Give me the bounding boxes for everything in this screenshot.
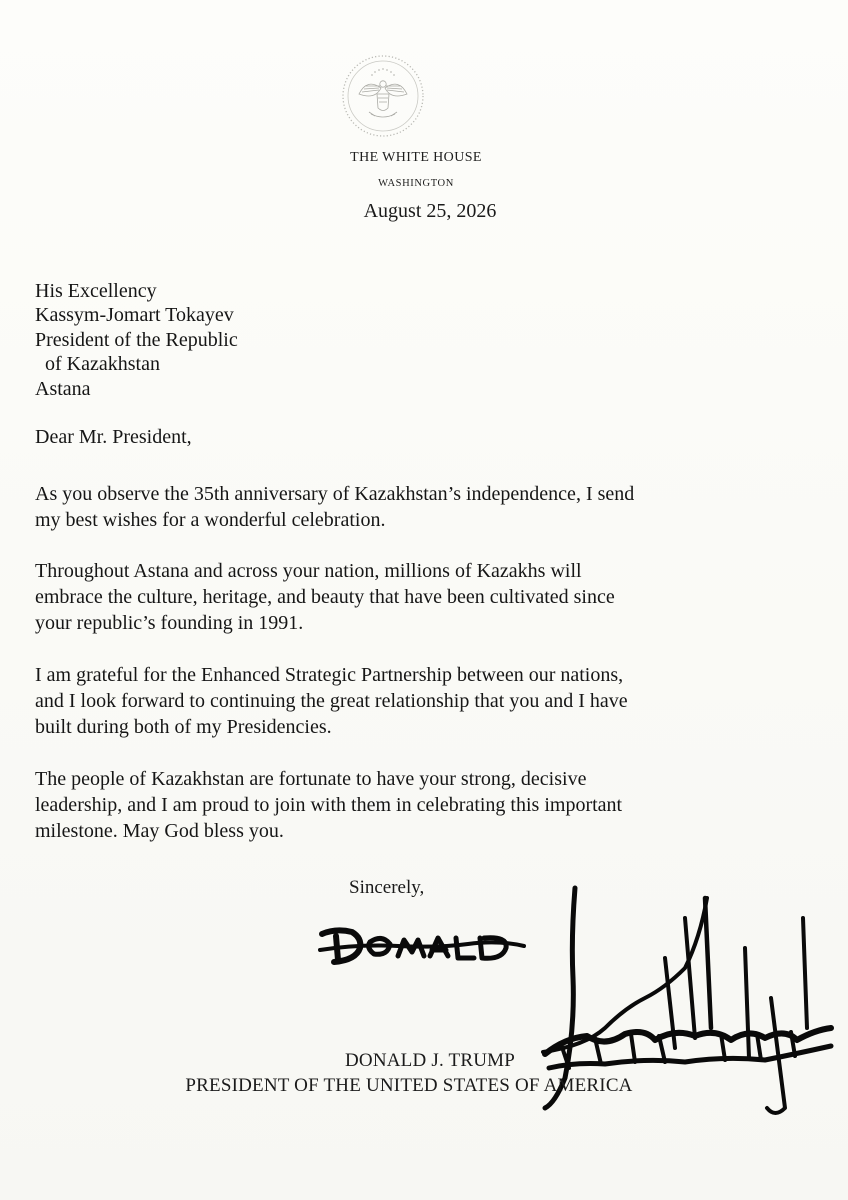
address-line: Astana: [35, 377, 91, 400]
paragraph-line: leadership, and I am proud to join with them in celebrating this important: [35, 794, 623, 817]
paragraph-line: Throughout Astana and across your nation, millions of Kazakhs will: [35, 560, 582, 582]
body-paragraph: [35, 481, 755, 533]
body-paragraph: [35, 558, 755, 637]
address-line: His Excellency: [35, 280, 157, 302]
paragraph-line: The people of Kazakhstan are fortunate to have your strong, decisive: [35, 768, 587, 790]
body-paragraph: [35, 662, 755, 741]
closing: Sincerely,: [349, 877, 425, 898]
signatory-name: DONALD J. TRUMP: [345, 1050, 515, 1071]
presidential-seal-icon: [341, 54, 425, 138]
paragraph-line: and I look forward to continuing the great relationship that you and I have: [35, 690, 628, 713]
body-paragraph: [35, 766, 755, 845]
letter-date: August 25, 2026: [363, 200, 497, 222]
address-line: of Kazakhstan: [45, 353, 160, 376]
paragraph-line: I am grateful for the Enhanced Strategic Partnership between our nations,: [35, 664, 624, 686]
handwritten-first-name-signature: [318, 920, 530, 968]
address-line: Kassym-Jomart Tokayev: [35, 304, 234, 327]
paragraph-line: your republic’s founding in 1991.: [35, 612, 304, 635]
paragraph-line: milestone. May God bless you.: [35, 820, 284, 843]
recipient-address: [35, 279, 238, 401]
paragraph-line: built during both of my Presidencies.: [35, 716, 332, 739]
paragraph-line: As you observe the 35th anniversary of Kazakhstan’s independence, I send: [35, 483, 635, 505]
letterhead-subtitle: WASHINGTON: [378, 178, 454, 189]
paragraph-line: my best wishes for a wonderful celebration.: [35, 509, 386, 532]
paragraph-line: embrace the culture, heritage, and beauty that have been cultivated since: [35, 586, 615, 609]
salutation: Dear Mr. President,: [35, 426, 192, 448]
address-line: President of the Republic: [35, 328, 238, 351]
signatory-title: PRESIDENT OF THE UNITED STATES OF AMERICA: [185, 1075, 633, 1096]
letterhead-title: THE WHITE HOUSE: [350, 150, 482, 165]
